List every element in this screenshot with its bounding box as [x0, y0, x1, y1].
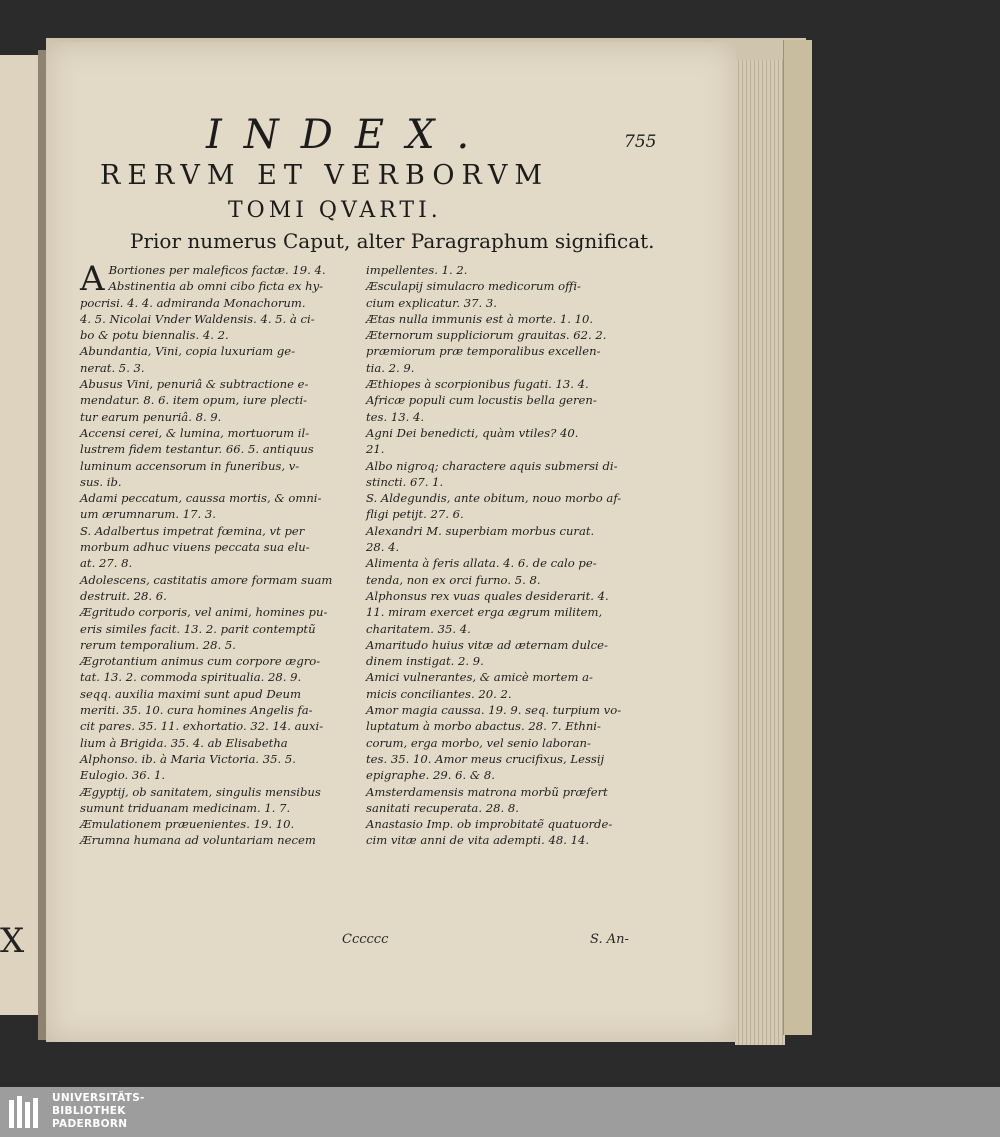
page-number: 755 [624, 132, 657, 152]
page-subtitle-tomi: TOMI QVARTI. [228, 198, 442, 223]
index-column-left-text: Bortiones per maleficos factæ. 19. 4. Abstinentia ab omni cibo ficta ex hy- pocrisi. 4. 4. admiranda Monachorum. 4. 5. Nicolai Vnder Waldensis. 4. 5. à ci- bo & potu biennalis. 4. 2. Abundantia, Vini, copia luxuriam ge- nerat. 5. 3. Abusus Vini, penuriâ & subtractione e- mendatur. 8. 6. item opum, iure plecti- tur earum penuriâ. 8. 9. Accensi cerei, & lumina, mortuorum il- lustrem fidem testantur. 66. 5. antiquus luminum accensorum in funeribus, v- sus. ib. Adami peccatum, caussa mortis, & omni- um ærumnarum. 17. 3. S. Adalbertus impetrat fœmina, vt per morbum adhuc viuens peccata sua elu- at. 27. 8. Adolescens, castitatis amore formam suam destruit. 28. 6. Ægritudo corporis, vel animi, homines pu- eris similes facit. 13. 2. parit contemptũ rerum temporalium. 28. 5. Ægrotantium animus cum corpore ægro- tat. 13. 2. commoda spiritualia. 28. 9. seqq. auxilia maximi sunt apud Deum meriti. 35. 10. cura homines Angelis fa- cit pares. 35. 11. exhortatio. 32. 14. auxi- lium à Brigida. 35. 4. ab Elisabetha Alphonso. ib. à Maria Victoria. 35. 5. Eulogio. 36. 1. Ægyptij, ob sanitatem, singulis mensibus sumunt triduanam medicinam. 1. 7. Æmulationem præuenientes. 19. 10. Ærumna humana ad voluntariam necem [80, 263, 333, 848]
page-edges [735, 60, 785, 1045]
page-title: INDEX. [206, 112, 492, 158]
signature-mark: Cccccc [342, 932, 389, 947]
library-footer-bar [0, 1087, 1000, 1137]
index-column-right: impellentes. 1. 2. Æsculapij simulacro medicorum offi- cium explicatur. 37. 3. Ætas nulla immunis est à morte. 1. 10. Æternorum suppliciorum grauitas. 62. 2. præmiorum præ temporalibus excellen- tia. 2. 9. Æthiopes à scorpionibus fugati. 13. 4. Africæ populi cum locustis bella geren- tes. 13. 4. Agni Dei benedicti, quàm vtiles? 40. 21. Albo nigroq; charactere aquis submersi di- stincti. 67. 1. S. Aldegundis, ante obitum, nouo morbo af- fligi petijt. 27. 6. Alexandri M. superbiam morbus curat. 28. 4. Alimenta à feris allata. 4. 6. de calo pe- tenda, non ex orci furno. 5. 8. Alphonsus rex vuas quales desiderarit. 4. 11. miram exercet erga ægrum militem, charitatem. 35. 4. Amaritudo huius vitæ ad æternam dulce- dinem instigat. 2. 9. Amici vulnerantes, & amicè mortem a- micis conciliantes. 20. 2. Amor magia caussa. 19. 9. seq. turpium vo- luptatum à morbo abactus. 28. 7. Ethni- corum, erga morbo, vel senio laboran- tes. 35. 10. Amor meus crucifixus, Lessij epigraphe. 29. 6. & 8. Amsterdamensis matrona morbũ præfert sanitati recuperata. 28. 8. Anastasio Imp. ob improbitatẽ quatuorde- cim vitæ anni de vita adempti. 48. 14. [366, 263, 622, 848]
book-cover-edge [783, 40, 812, 1035]
library-logo-icon [8, 1094, 44, 1130]
page-subtitle-note: Prior numerus Caput, alter Paragraphum significat. [130, 229, 655, 253]
catchword: S. An- [590, 932, 629, 947]
facing-page-letter: X [0, 921, 25, 961]
library-name-line2: BIBLIOTHEK [52, 1105, 126, 1117]
facing-page [0, 55, 42, 1015]
drop-cap: A [80, 259, 105, 299]
index-column-left [80, 259, 366, 849]
library-name-line3: PADERBORN [52, 1118, 128, 1130]
page-subtitle-rerum: RERVM ET VERBORVM [100, 160, 549, 191]
library-name-line1: UNIVERSITÄTS- [52, 1092, 145, 1104]
